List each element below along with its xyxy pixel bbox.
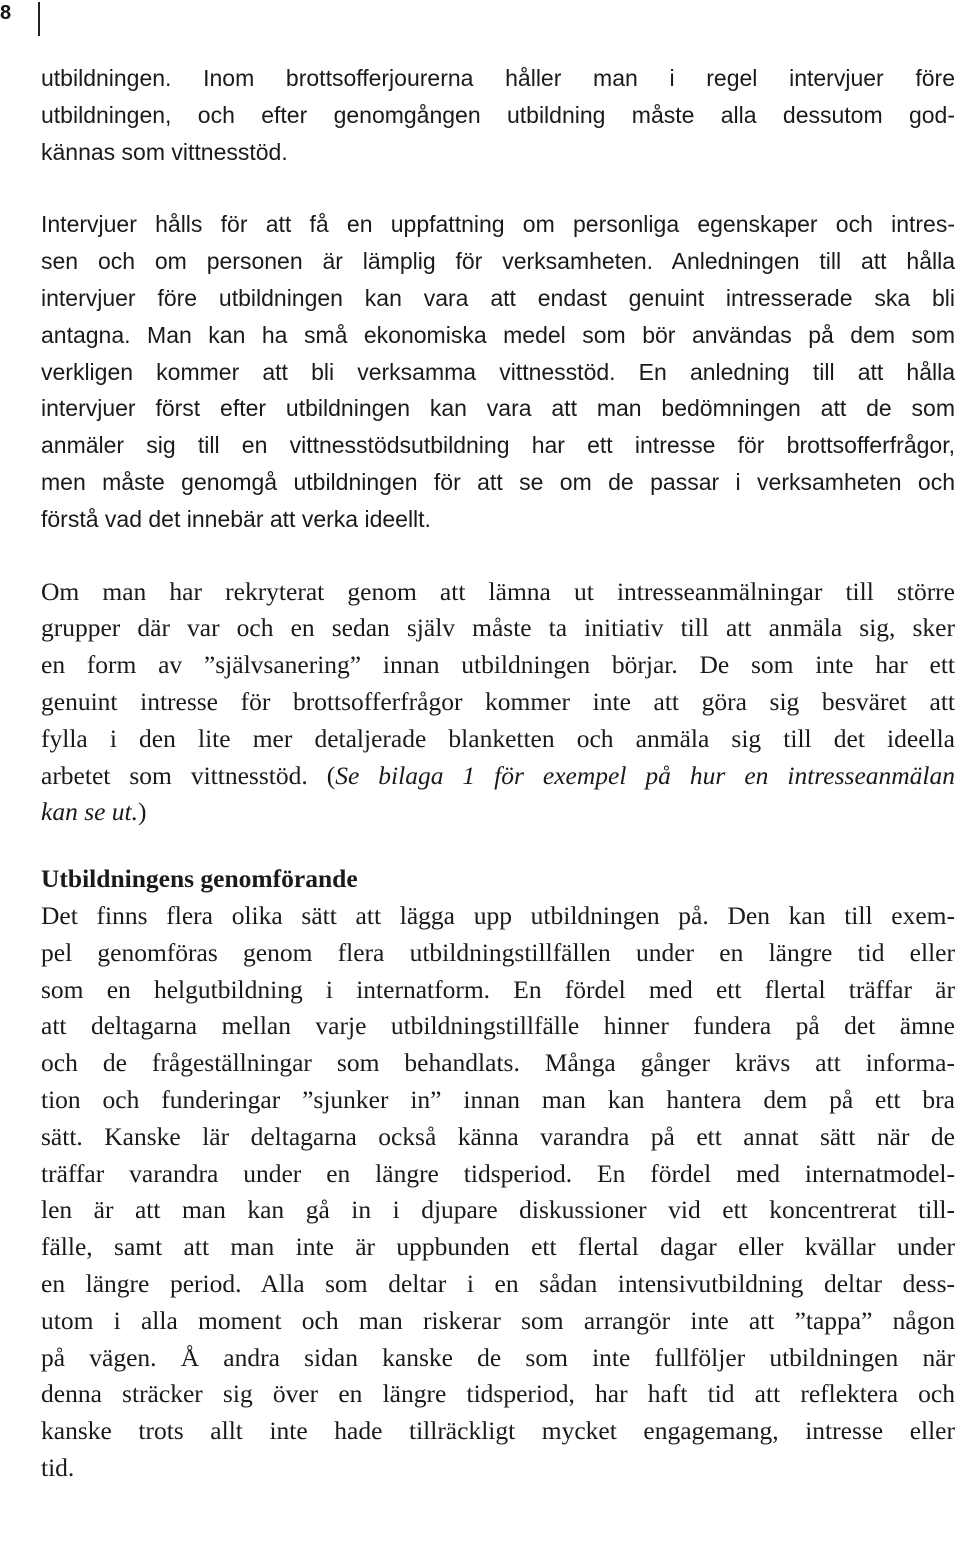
text-line: tion och funderingar ”sjunker in” innan man kan hantera dem på ett bra — [41, 1084, 955, 1114]
text-line: träffar varandra under en längre tidsperiod. En fördel med internatmodel- — [41, 1158, 955, 1188]
text-line: sätt. Kanske lär deltagarna också känna varandra på ett annat sätt när de — [41, 1121, 955, 1151]
text-line: fylla i den lite mer detaljerade blanketten och anmäla sig till det ideella — [41, 723, 955, 753]
text-line: en längre period. Alla som deltar i en sådan intensivutbildning deltar dess- — [41, 1268, 955, 1298]
page-number: 8 — [0, 2, 12, 24]
text-line: att deltagarna mellan varje utbildningstillfälle hinner fundera på det ämne — [41, 1011, 955, 1041]
document-body — [41, 60, 955, 1487]
text-line: en form av ”självsanering” innan utbildningen börjar. De som inte har ett — [41, 650, 955, 680]
text-line: grupper där var och en sedan själv måste ta initiativ till att anmäla sig, sker — [41, 613, 955, 643]
text-line: intervjuer före utbildningen kan vara att endast genuint intresserade ska bli — [41, 284, 955, 311]
text-line: sen och om personen är lämplig för verksamheten. Anledningen till att hålla — [41, 248, 955, 275]
text-line: kännas som vittnesstöd. — [41, 138, 288, 165]
text-line: Om man har rekryterat genom att lämna ut intresseanmälningar till större — [41, 576, 955, 606]
text-line: genuint intresse för brottsofferfrågor kommer inte att göra sig besväret att — [41, 686, 955, 716]
text-run: arbetet som vittnesstöd. ( — [41, 760, 336, 790]
text-line: men måste genomgå utbildningen för att se om de passar i verksamheten och — [41, 468, 955, 495]
text-line: pel genomföras genom flera utbildningstillfällen under en längre tid eller — [41, 937, 955, 967]
text-line: verkligen kommer att bli verksamma vittnesstöd. En anledning till att hålla — [41, 358, 955, 385]
text-line: Intervjuer hålls för att få en uppfattning om personliga egenskaper och intres- — [41, 211, 955, 238]
header-rule — [38, 2, 40, 36]
text-line: intervjuer först efter utbildningen kan vara att man bedömningen att de som — [41, 395, 955, 422]
text-line — [41, 758, 955, 795]
text-line: tid. — [41, 1452, 75, 1482]
paragraph-intro-continuation — [41, 60, 955, 170]
paragraph-interviews — [41, 206, 955, 537]
text-line: Det finns flera olika sätt att lägga upp utbildningen på. Den kan till exem- — [41, 900, 955, 930]
section-heading: Utbildningens genomförande — [41, 864, 358, 894]
text-line: utbildningen, och efter genomgången utbildning måste alla dessutom god- — [41, 101, 955, 128]
paragraph-recruitment — [41, 574, 955, 832]
paragraph-implementation — [41, 898, 955, 1487]
text-line: denna sträcker sig över en längre tidsperiod, har haft tid att reflektera och — [41, 1379, 955, 1409]
text-line: utbildningen. Inom brottsofferjourerna håller man i regel intervjuer före — [41, 65, 955, 91]
text-line: utom i alla moment och man riskerar som arrangör inte att ”tappa” någon — [41, 1305, 955, 1335]
text-line: och de frågeställningar som behandlats. Många gånger krävs att informa- — [41, 1048, 955, 1078]
text-run: ) — [138, 797, 147, 827]
text-line: förstå vad det innebär att verka ideellt. — [41, 505, 431, 532]
text-line: kanske trots allt inte hade tillräckligt mycket engagemang, intresse eller — [41, 1416, 955, 1446]
text-line: på vägen. Å andra sidan kanske de som inte fullföljer utbildningen när — [41, 1342, 955, 1372]
text-line: fälle, samt att man inte är uppbunden ett flertal dagar eller kvällar under — [41, 1232, 955, 1262]
text-line: len är att man kan gå in i djupare diskussioner vid ett koncentrerat till- — [41, 1195, 955, 1225]
appendix-reference: Se bilaga 1 för exempel på hur en intresseanmälan — [335, 760, 956, 790]
text-line — [41, 794, 955, 831]
text-line: antagna. Man kan ha små ekonomiska medel som bör användas på dem som — [41, 321, 955, 348]
text-line: som en helgutbildning i internatform. En fördel med ett flertal träffar är — [41, 974, 955, 1004]
appendix-reference-cont: kan se ut. — [41, 797, 139, 827]
text-line: anmäler sig till en vittnesstödsutbildning har ett intresse för brottsofferfrågor, — [41, 432, 955, 459]
